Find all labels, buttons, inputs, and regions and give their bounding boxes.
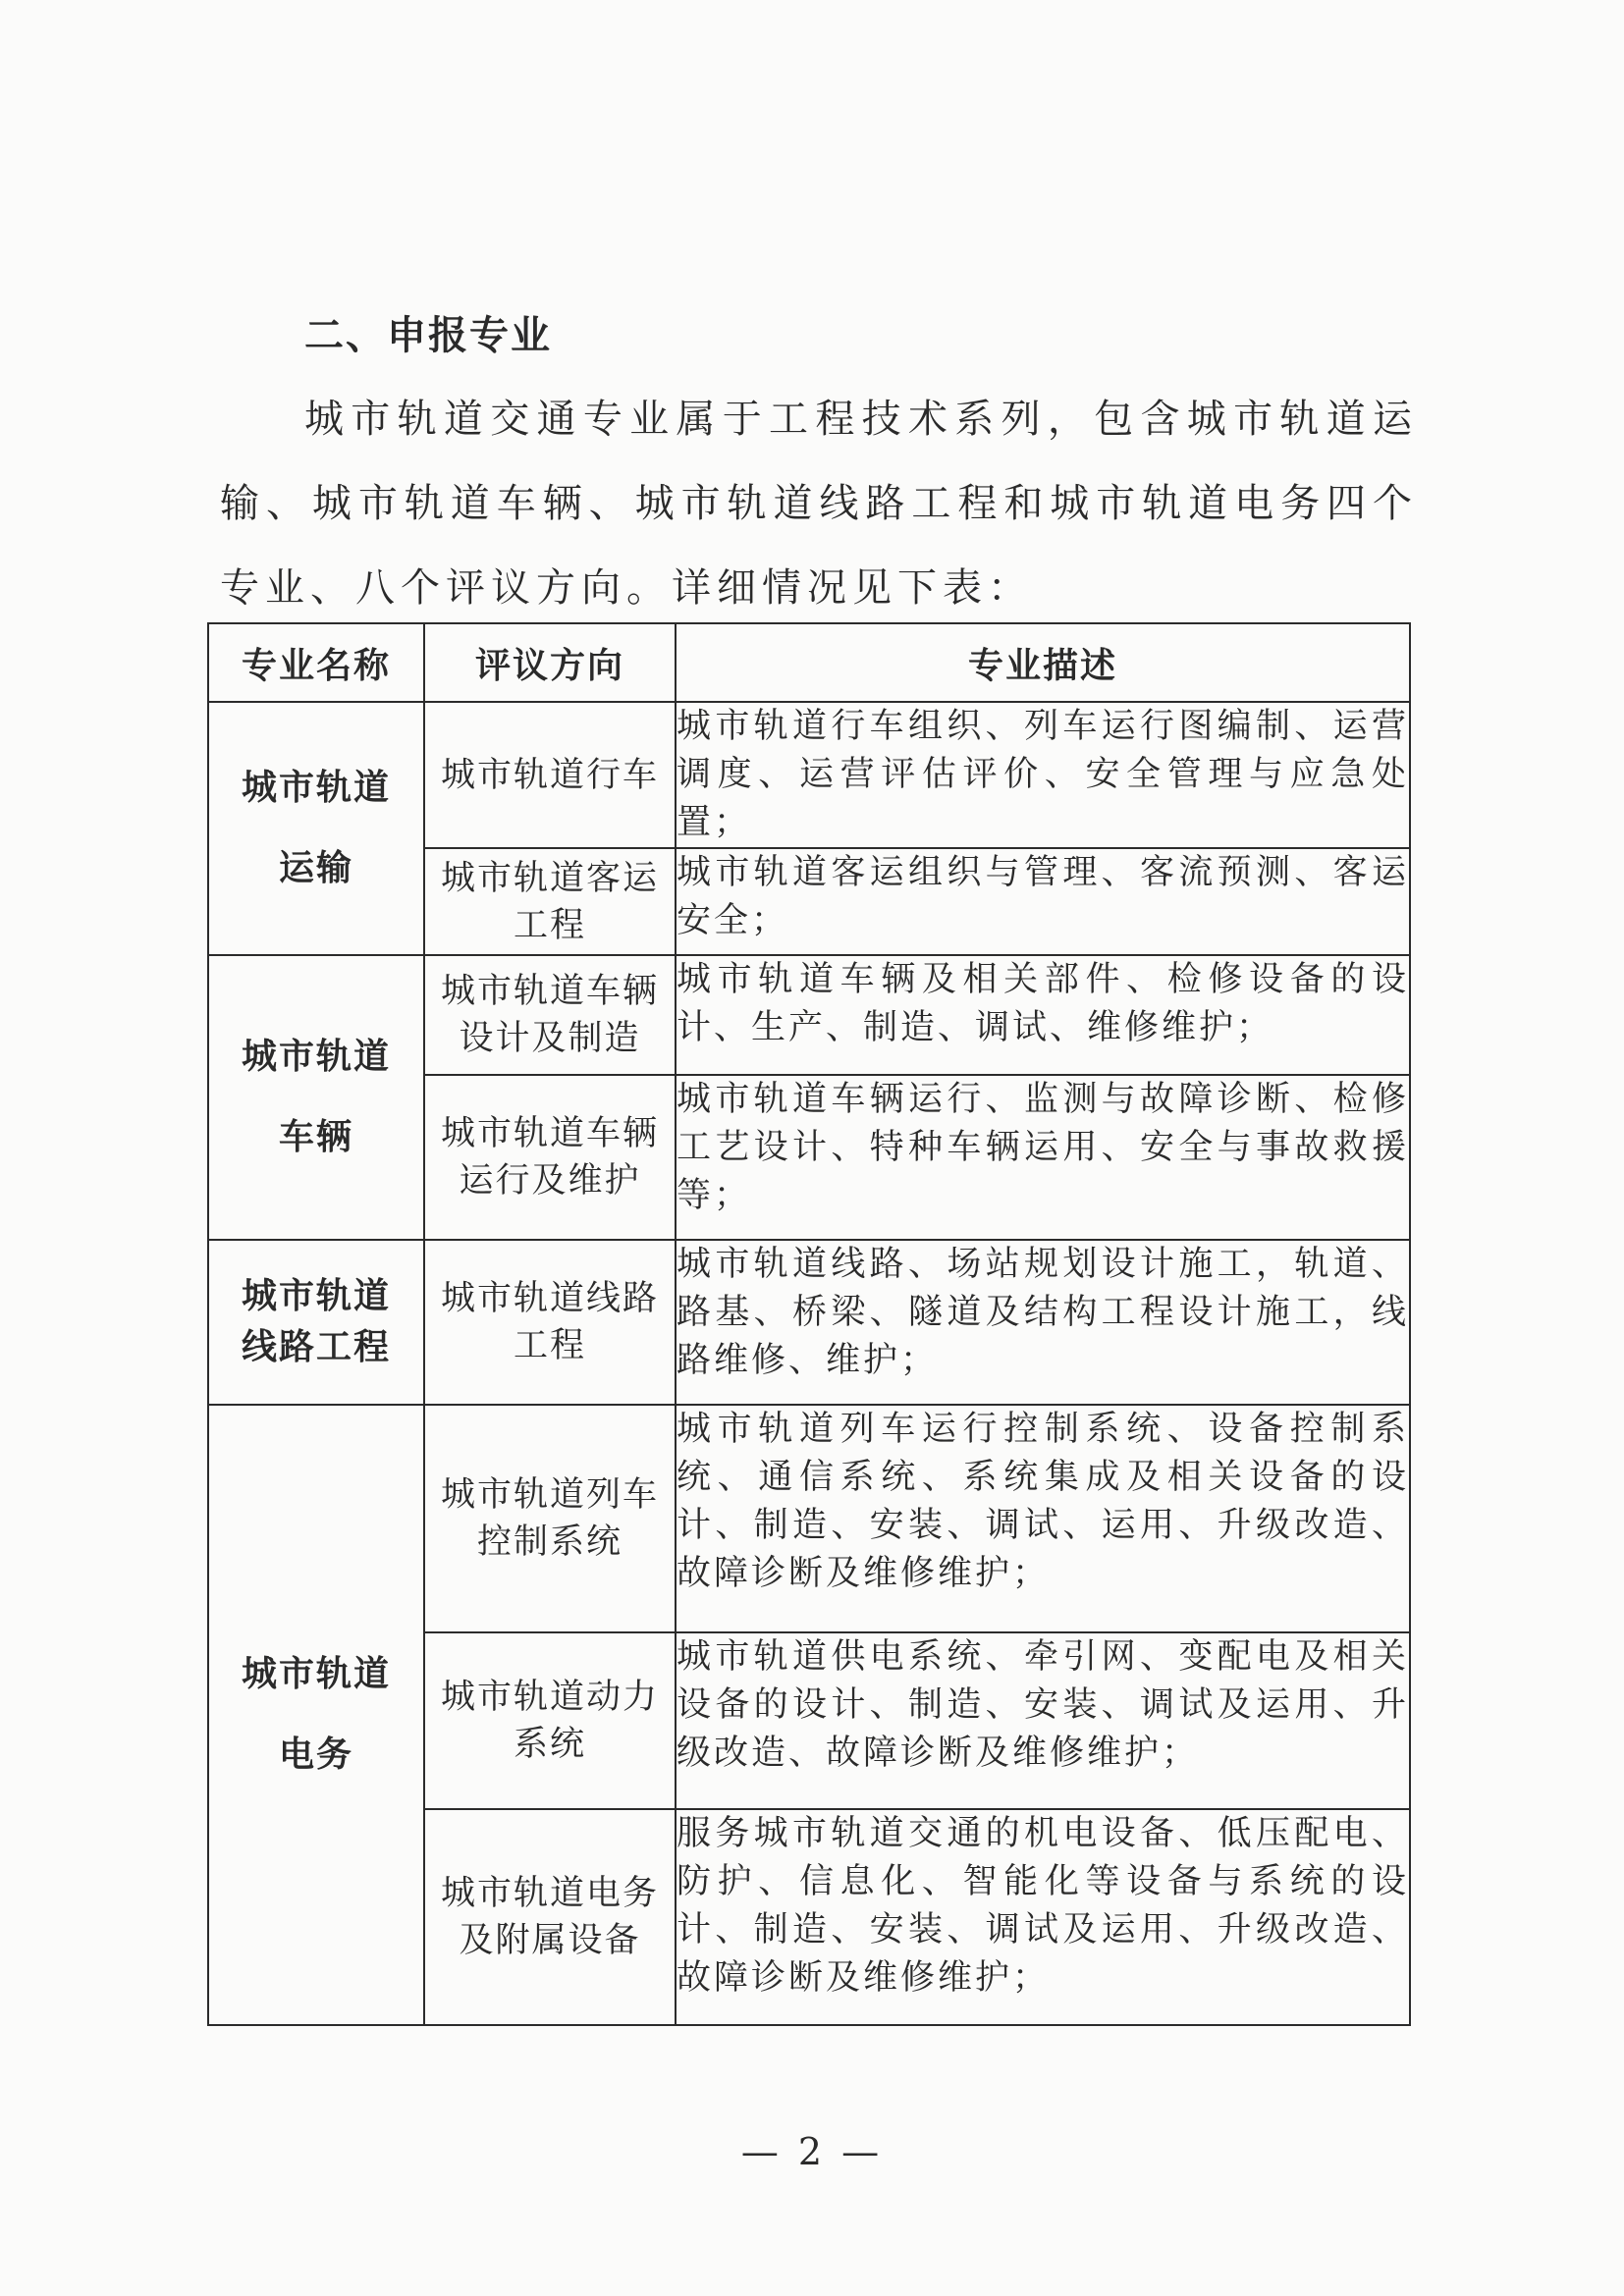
major-name: 城市轨道电务 bbox=[241, 1654, 391, 1775]
direction-name: 城市轨道车辆设计及制造 bbox=[440, 972, 659, 1058]
description-cell: 城市轨道列车运行控制系统、设备控制系统、通信系统、系统集成及相关设备的设计、制造、安装、调试、运用、升级改造、故障诊断及维修维护； bbox=[676, 1405, 1410, 1632]
direction-name: 城市轨道动力系统 bbox=[440, 1678, 659, 1764]
direction-name: 城市轨道车辆运行及维护 bbox=[440, 1114, 659, 1201]
header-description: 专业描述 bbox=[676, 623, 1410, 702]
description-cell: 城市轨道客运组织与管理、客流预测、客运安全； bbox=[676, 848, 1410, 955]
direction-cell bbox=[424, 1809, 676, 2025]
direction-name: 城市轨道线路工程 bbox=[440, 1279, 659, 1365]
major-cell bbox=[208, 1240, 424, 1405]
direction-cell bbox=[424, 1240, 676, 1405]
direction-name: 城市轨道客运工程 bbox=[440, 858, 659, 945]
direction-cell bbox=[424, 702, 676, 848]
table-row bbox=[208, 955, 1410, 1075]
description-cell: 城市轨道车辆及相关部件、检修设备的设计、生产、制造、调试、维修维护； bbox=[676, 955, 1410, 1075]
intro-paragraph: 城市轨道交通专业属于工程技术系列，包含城市轨道运输、城市轨道车辆、城市轨道线路工程和城市轨道电务四个专业、八个评议方向。详细情况见下表： bbox=[220, 397, 1418, 611]
direction-cell bbox=[424, 1075, 676, 1240]
direction-cell bbox=[424, 955, 676, 1075]
description-cell: 服务城市轨道交通的机电设备、低压配电、防护、信息化、智能化等设备与系统的设计、制造、安装、调试及运用、升级改造、故障诊断及维修维护； bbox=[676, 1809, 1410, 2025]
major-name: 城市轨道车辆 bbox=[241, 1037, 391, 1157]
description-cell: 城市轨道行车组织、列车运行图编制、运营调度、运营评估评价、安全管理与应急处置； bbox=[676, 702, 1410, 848]
major-cell bbox=[208, 1405, 424, 2025]
table-row bbox=[208, 702, 1410, 848]
direction-name: 城市轨道行车 bbox=[440, 755, 659, 795]
description-cell: 城市轨道供电系统、牵引网、变配电及相关设备的设计、制造、安装、调试及运用、升级改造、故障诊断及维修维护； bbox=[676, 1632, 1410, 1809]
direction-cell bbox=[424, 1632, 676, 1809]
description-cell: 城市轨道车辆运行、监测与故障诊断、检修工艺设计、特种车辆运用、安全与事故救援等； bbox=[676, 1075, 1410, 1240]
table-row bbox=[208, 1240, 1410, 1405]
table-header-row bbox=[208, 623, 1410, 702]
major-cell bbox=[208, 702, 424, 955]
header-major: 专业名称 bbox=[208, 623, 424, 702]
page-number: — 2 — bbox=[740, 2130, 884, 2173]
major-name: 城市轨道运输 bbox=[241, 768, 391, 888]
major-cell bbox=[208, 955, 424, 1240]
direction-name: 城市轨道电务及附属设备 bbox=[440, 1874, 659, 1960]
table-row bbox=[208, 1405, 1410, 1632]
section-heading: 二、申报专业 bbox=[304, 313, 552, 358]
direction-cell bbox=[424, 1405, 676, 1632]
description-cell: 城市轨道线路、场站规划设计施工，轨道、路基、桥梁、隧道及结构工程设计施工，线路维修、维护； bbox=[676, 1240, 1410, 1405]
specialty-table bbox=[207, 622, 1411, 2026]
direction-name: 城市轨道列车控制系统 bbox=[440, 1475, 659, 1562]
direction-cell bbox=[424, 848, 676, 955]
major-name: 城市轨道线路工程 bbox=[241, 1276, 391, 1367]
header-direction: 评议方向 bbox=[424, 623, 676, 702]
